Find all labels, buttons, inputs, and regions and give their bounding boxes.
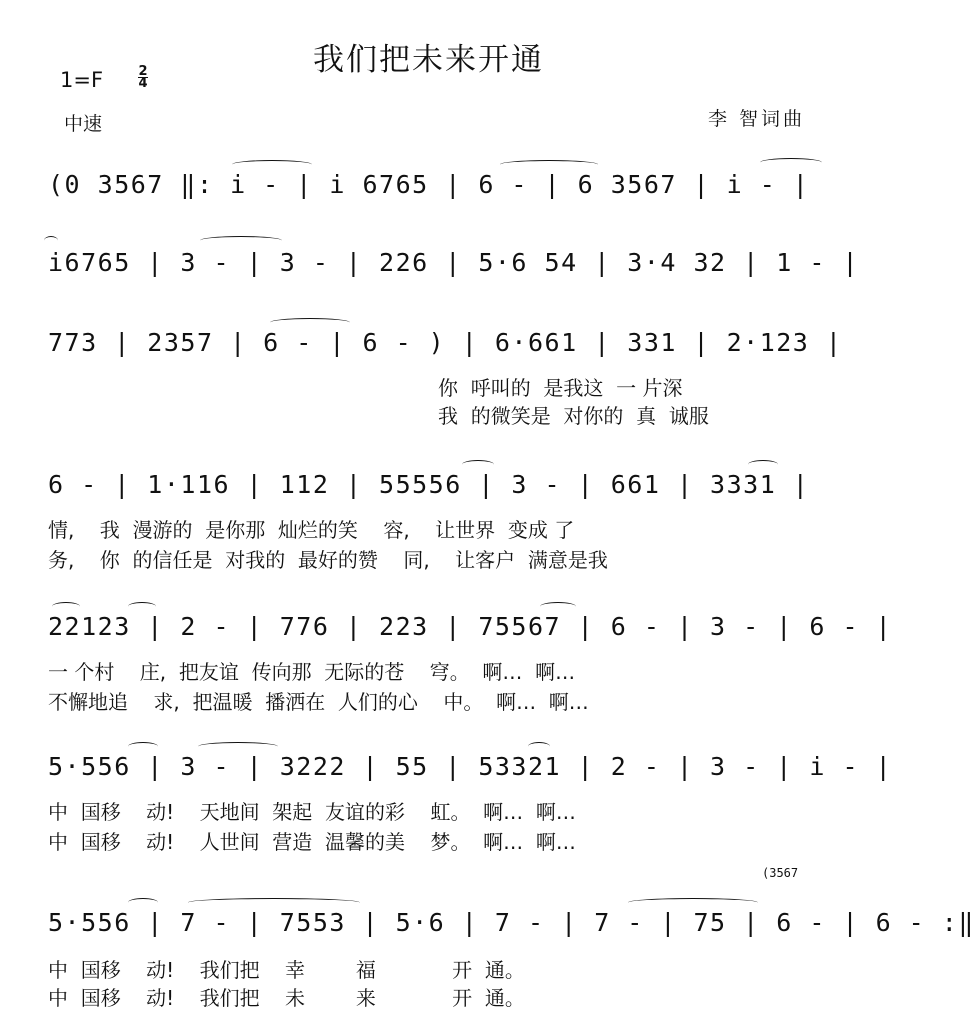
tempo-marking: 中速 bbox=[64, 113, 103, 135]
notation-line-4: 6 - | 1·116 | 112 | 55556 | 3 - | 661 | 3331 | bbox=[48, 470, 810, 499]
lyric-line-7a: 中 国移 动! 我们把 幸 福 开 通。 bbox=[48, 958, 525, 982]
tie-arc bbox=[44, 236, 58, 245]
cue-note: (3567 bbox=[762, 866, 799, 880]
lyric-line-6b: 中 国移 动! 人世间 营造 温馨的美 梦。 啊… 啊… bbox=[48, 830, 576, 854]
composer-credit: 李 智词曲 bbox=[708, 108, 806, 130]
key-signature: 1=F bbox=[60, 68, 104, 92]
notation-line-3: 773 | 2357 | 6 - | 6 - ) | 6·661 | 331 | 2·123 | bbox=[48, 328, 843, 357]
time-sig-bottom: 4 bbox=[138, 76, 148, 91]
tie-arc bbox=[128, 742, 158, 751]
lyric-line-4a: 情, 我 漫游的 是你那 灿烂的笑 容, 让世界 变成 了 bbox=[48, 518, 575, 542]
tie-arc bbox=[748, 460, 778, 469]
tie-arc bbox=[270, 318, 350, 327]
tie-arc bbox=[500, 160, 598, 169]
notation-line-5: 22123 | 2 - | 776 | 223 | 75567 | 6 - | 3 - | 6 - | bbox=[48, 612, 893, 641]
song-title: 我们把未来开通 bbox=[313, 42, 544, 78]
notation-line-1: (0 3567 ‖: i - | i 6765 | 6 - | 6 3567 | i - | bbox=[48, 170, 810, 199]
lyric-line-4b: 务, 你 的信任是 对我的 最好的赞 同, 让客户 满意是我 bbox=[48, 548, 608, 572]
lyric-line-5a: 一 个村 庄, 把友谊 传向那 无际的苍 穹。 啊… 啊… bbox=[48, 660, 576, 684]
tie-arc bbox=[628, 898, 758, 907]
lyric-line-6a: 中 国移 动! 天地间 架起 友谊的彩 虹。 啊… 啊… bbox=[48, 800, 576, 824]
notation-line-2: i6765 | 3 - | 3 - | 226 | 5·6 54 | 3·4 32 | 1 - | bbox=[48, 248, 860, 277]
tie-arc bbox=[200, 236, 282, 245]
tie-arc bbox=[52, 602, 80, 611]
lyric-line-5b: 不懈地追 求, 把温暖 播洒在 人们的心 中。 啊… 啊… bbox=[48, 690, 589, 714]
time-signature bbox=[138, 66, 148, 89]
time-sig-top: 2 bbox=[138, 64, 148, 79]
tie-arc bbox=[232, 160, 312, 169]
tie-arc bbox=[198, 742, 278, 751]
notation-line-6: 5·556 | 3 - | 3222 | 55 | 53321 | 2 - | 3 - | i - | bbox=[48, 752, 893, 781]
tie-arc bbox=[128, 602, 156, 611]
tie-arc bbox=[760, 158, 822, 167]
lyric-line-3b: 我 的微笑是 对你的 真 诚服 bbox=[438, 404, 709, 428]
notation-line-7: 5·556 | 7 - | 7553 | 5·6 | 7 - | 7 - | 75 | 6 - | 6 - :‖ bbox=[48, 908, 975, 937]
tie-arc bbox=[462, 460, 494, 469]
lyric-line-7b: 中 国移 动! 我们把 未 来 开 通。 bbox=[48, 986, 525, 1010]
lyric-line-3a: 你 呼叫的 是我这 一 片深 bbox=[438, 376, 683, 400]
tie-arc bbox=[128, 898, 158, 907]
tie-arc bbox=[540, 602, 576, 611]
tie-arc bbox=[188, 898, 360, 907]
tie-arc bbox=[528, 742, 550, 751]
